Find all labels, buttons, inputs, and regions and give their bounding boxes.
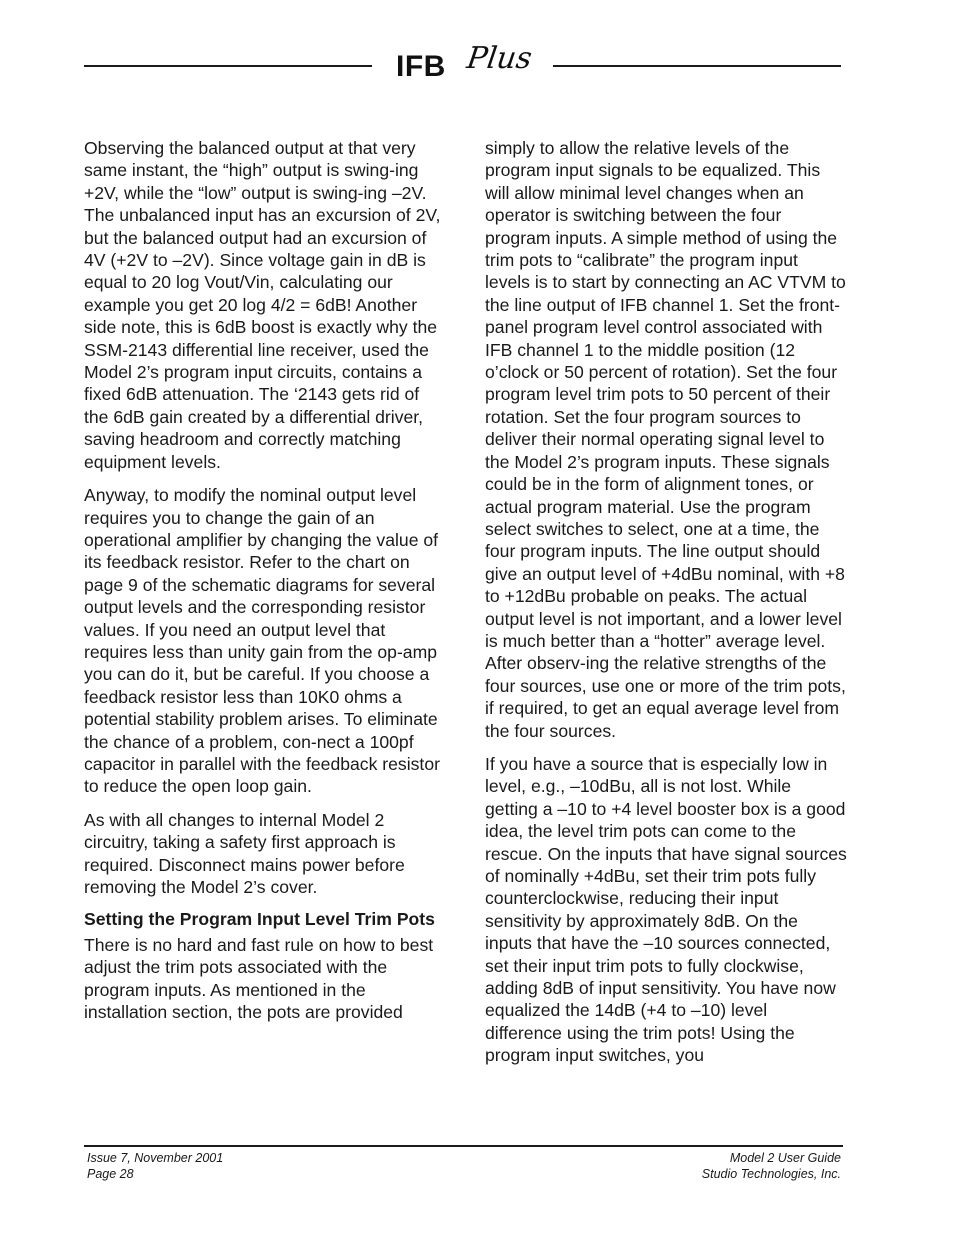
body-paragraph: If you have a source that is especially low in level, e.g., –10dBu, all is not lost. While getting a –10 to +4 level booster box is a good idea, the level trim pots can come to the rescue. On the inputs that have signal sources of nominally +4dBu, set their trim pots fully counterclockwise, reducing their input sensitivity by approximately 8dB. On the inputs that have the –10 sources connected, set their input trim pots to fully clockwise, adding 8dB of input sensitivity. You have now equalized the 14dB (+4 to –10) level difference using the trim pots! Using the program input switches, you [485,753,847,1066]
guide-title: Model 2 User Guide [729,1151,841,1165]
body-paragraph: Anyway, to modify the nominal output level requires you to change the gain of an operational amplifier by changing the value of its feedback resistor. Refer to the chart on page 9 of the schematic diagrams for several output levels and the corresponding resistor values. If you need an output level that requires less than unity gain from the op-amp you can do it, but be careful. If you choose a feedback resistor less than 10K0 ohms a potential stability problem arises. To eliminate the chance of a problem, con-nect a 100pf capacitor in parallel with the feedback resistor to reduce the open loop gain. [84,485,440,797]
footer-left [87,1151,223,1182]
logo-script-text: Plus [464,41,535,76]
issue-date: Issue 7, November 2001 [87,1151,224,1165]
header-rule-left [84,65,372,67]
section-heading: Setting the Program Input Level Trim Pots [84,909,435,930]
header-rule-right [553,65,841,67]
page-number: Page 28 [87,1166,134,1181]
body-paragraph: There is no hard and fast rule on how to best adjust the trim pots associated with the program inputs. As mentioned in the installation section, the pots are provided [84,934,434,1023]
footer-rule [84,1145,843,1147]
ifb-plus-logo [392,41,537,84]
body-paragraph: Observing the balanced output at that very same instant, the “high” output is swing-ing +2V, while the “low” output is swing-ing –2V. The unbalanced input has an excursion of 2V, but the balanced output had an excursion of 4V (+2V to –2V). Since voltage gain in dB is equal to 20 log Vout/Vin, calculating our example you get 20 log 4/2 = 6dB! Another side note, this is 6dB boost is exactly why the SSM-2143 differential line receiver, used the Model 2’s program input circuits, contains a fixed 6dB attenuation. The ‘2143 gets rid of the 6dB gain created by a differential driver, saving headroom and correctly matching equipment levels. [84,138,441,472]
right-column [485,137,847,1078]
body-paragraph: simply to allow the relative levels of the program input signals to be equalized. This will allow minimal level changes when an operator is switching between the four program inputs. A simple method of using the trim pots to “calibrate” the program input levels is to start by connecting an AC VTVM to the line output of IFB channel 1. Set the front-panel program level control associated with IFB channel 1 to the middle position (12 o’clock or 50 percent of rotation). Set the four program level trim pots to 50 percent of their rotation. Set the four program sources to deliver their normal operating signal level to the Model 2’s program inputs. These signals could be in the form of alignment tones, or actual program material. Use the program select switches to select, one at a time, the four program inputs. The line output should give an output level of +4dBu nominal, with +8 to +12dBu probable on peaks. The actual output level is not important, and a lower level is much better than a “hotter” average level. After observ-ing the relative strengths of the four sources, use one or more of the trim pots, if required, to get an equal average level from the four sources. [485,138,846,741]
left-column [84,137,444,1035]
footer-right [702,1151,841,1182]
body-paragraph: As with all changes to internal Model 2 circuitry, taking a safety first approach is required. Disconnect mains power before removing the Model 2’s cover. [84,809,405,897]
company-name: Studio Technologies, Inc. [701,1166,841,1181]
logo-block-text: IFB [396,50,446,83]
